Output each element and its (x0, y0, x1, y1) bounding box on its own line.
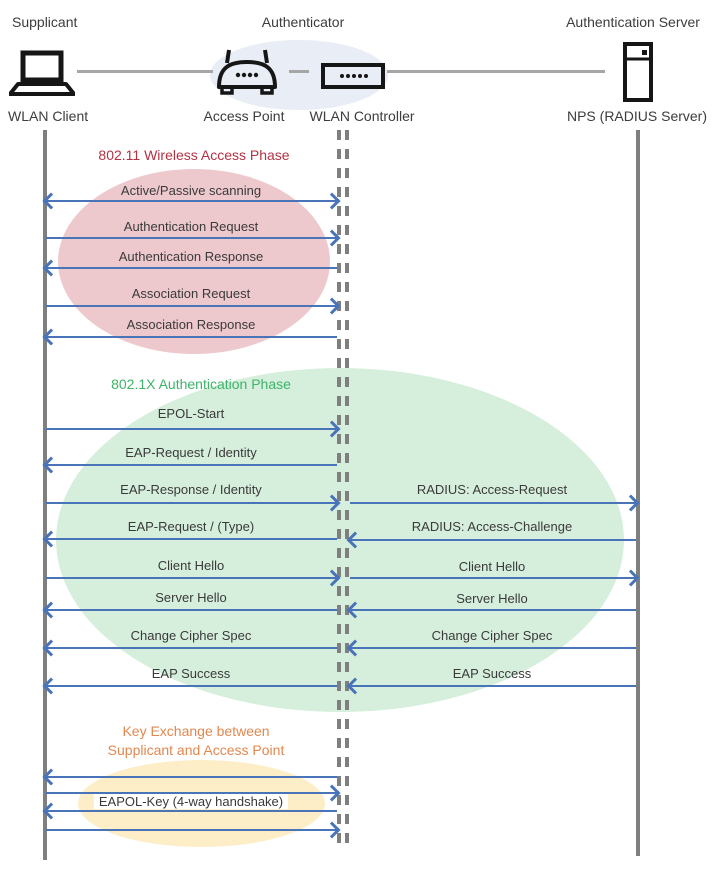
message-label: Association Response (126, 317, 256, 332)
device-nps: NPS (RADIUS Server) (566, 108, 708, 124)
message-arrow (46, 577, 337, 579)
device-wlan-client: WLAN Client (8, 108, 89, 124)
message-arrow (350, 577, 636, 579)
message-label: EAP-Response / Identity (120, 482, 262, 497)
message-arrow (46, 538, 337, 540)
message-arrow (350, 502, 636, 504)
server-icon (622, 42, 654, 102)
role-authenticator: Authenticator (261, 14, 345, 30)
wlan-controller-icon (321, 63, 385, 89)
message-label: RADIUS: Access-Challenge (411, 519, 573, 534)
message-label: Authentication Response (118, 249, 264, 264)
message-arrow (46, 237, 337, 239)
connector-client-to-ap (77, 70, 213, 73)
phase-title-8021x: 802.1X Authentication Phase (111, 376, 291, 392)
phase-title-key-exchange-line2: Supplicant and Access Point (107, 742, 285, 758)
role-supplicant: Supplicant (12, 14, 78, 30)
message-label: EAP-Request / Identity (125, 445, 257, 460)
lifeline-wlan-controller-right (345, 130, 349, 852)
message-label: Client Hello (458, 559, 526, 574)
access-point-icon (216, 48, 278, 96)
message-arrow (46, 464, 337, 466)
lifeline-nps (636, 130, 640, 856)
message-arrow (46, 776, 337, 778)
message-arrow (46, 502, 337, 504)
message-arrow (46, 200, 337, 202)
connector-ap-to-controller (289, 70, 309, 73)
message-arrow (350, 685, 636, 687)
message-arrow (46, 829, 337, 831)
message-label: Association Request (131, 286, 251, 301)
message-arrow (46, 810, 337, 812)
message-arrow (46, 428, 337, 430)
message-label: RADIUS: Access-Request (416, 482, 568, 497)
message-arrow (46, 685, 337, 687)
message-label: EPOL-Start (157, 406, 225, 421)
laptop-icon (9, 50, 75, 98)
phase-title-key-exchange-line1: Key Exchange between (122, 723, 270, 739)
message-arrow (46, 336, 337, 338)
message-label: Active/Passive scanning (120, 183, 262, 198)
message-label: EAP Success (452, 666, 532, 681)
phase-title-80211: 802.11 Wireless Access Phase (98, 147, 290, 163)
message-arrow (350, 647, 636, 649)
message-label: Server Hello (155, 590, 227, 605)
message-label: EAP-Request / (Type) (127, 519, 255, 534)
message-arrow (46, 305, 337, 307)
device-wlan-controller: WLAN Controller (309, 108, 415, 124)
message-arrow (46, 609, 337, 611)
message-arrow (350, 609, 636, 611)
role-authentication-server: Authentication Server (566, 14, 700, 30)
message-label: Change Cipher Spec (130, 628, 252, 643)
message-label: Server Hello (456, 591, 528, 606)
message-label: Client Hello (157, 558, 225, 573)
device-access-point: Access Point (203, 108, 285, 124)
message-label: EAPOL-Key (4-way handshake) (94, 794, 288, 809)
message-label: Change Cipher Spec (431, 628, 553, 643)
message-arrow (350, 539, 636, 541)
connector-controller-to-server (387, 70, 605, 73)
message-arrow (46, 647, 337, 649)
message-arrow (46, 267, 337, 269)
message-label: EAP Success (151, 666, 231, 681)
phase-title-key-exchange (108, 722, 285, 760)
message-label: Authentication Request (123, 219, 259, 234)
lifeline-wlan-client (43, 130, 47, 860)
